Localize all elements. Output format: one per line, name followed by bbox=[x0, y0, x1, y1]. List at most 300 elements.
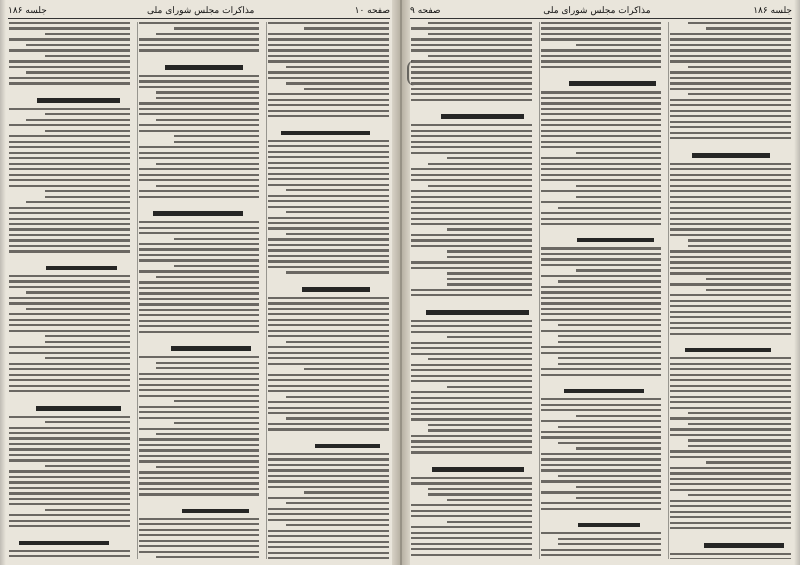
text-line bbox=[139, 438, 260, 440]
text-line bbox=[670, 505, 791, 507]
text-line bbox=[670, 55, 791, 57]
text-line bbox=[541, 201, 662, 203]
text-line bbox=[139, 22, 260, 24]
text-line bbox=[268, 255, 389, 257]
right-page-column-3 bbox=[410, 22, 533, 559]
text-line bbox=[9, 385, 130, 387]
text-line bbox=[411, 77, 532, 79]
text-line bbox=[139, 124, 260, 126]
text-line bbox=[139, 259, 260, 261]
text-line bbox=[447, 250, 532, 252]
text-line bbox=[45, 113, 130, 115]
text-line bbox=[541, 163, 662, 165]
text-line bbox=[9, 280, 130, 282]
text-line bbox=[558, 335, 661, 337]
text-line bbox=[411, 451, 532, 453]
text-line bbox=[670, 250, 791, 252]
text-line bbox=[139, 152, 260, 154]
text-line bbox=[670, 390, 791, 392]
text-line bbox=[688, 239, 791, 241]
text-line bbox=[411, 294, 532, 296]
text-line bbox=[670, 38, 791, 40]
text-line bbox=[541, 258, 662, 260]
text-line bbox=[411, 190, 532, 192]
text-line bbox=[411, 397, 532, 399]
text-line bbox=[139, 320, 260, 322]
text-line bbox=[268, 475, 389, 477]
text-line bbox=[139, 190, 260, 192]
text-line bbox=[670, 417, 791, 419]
text-line bbox=[411, 201, 532, 203]
text-line bbox=[670, 190, 791, 192]
text-line bbox=[9, 234, 130, 236]
text-line bbox=[447, 256, 532, 258]
text-line bbox=[541, 190, 662, 192]
text-line bbox=[268, 308, 389, 310]
text-line bbox=[26, 201, 129, 203]
text-line bbox=[428, 358, 531, 360]
paragraph-gap bbox=[138, 55, 261, 61]
text-line bbox=[174, 422, 259, 424]
text-line bbox=[268, 173, 389, 175]
text-line bbox=[139, 75, 260, 77]
text-line bbox=[9, 163, 130, 165]
text-line bbox=[541, 453, 662, 455]
text-line bbox=[268, 530, 389, 532]
text-line bbox=[541, 113, 662, 115]
text-line bbox=[286, 341, 389, 343]
text-line bbox=[706, 289, 791, 291]
text-line bbox=[268, 557, 389, 559]
text-line bbox=[139, 248, 260, 250]
text-line bbox=[670, 110, 791, 112]
text-line bbox=[541, 66, 662, 68]
text-line bbox=[9, 27, 130, 29]
text-line bbox=[670, 256, 791, 258]
text-line bbox=[670, 472, 791, 474]
text-line bbox=[411, 515, 532, 517]
text-line bbox=[670, 450, 791, 452]
right-page-header bbox=[410, 4, 792, 19]
text-line bbox=[9, 390, 130, 392]
text-line bbox=[670, 396, 791, 398]
text-line bbox=[174, 135, 259, 137]
text-line bbox=[428, 185, 531, 187]
text-line bbox=[670, 478, 791, 480]
text-line bbox=[541, 22, 662, 24]
text-line bbox=[688, 423, 791, 425]
text-line bbox=[670, 132, 791, 134]
text-line bbox=[576, 447, 661, 449]
text-line bbox=[670, 434, 791, 436]
text-line bbox=[670, 99, 791, 101]
text-line bbox=[26, 44, 129, 46]
paragraph-gap bbox=[267, 121, 390, 127]
text-line bbox=[541, 532, 662, 534]
text-line bbox=[139, 356, 260, 358]
text-line bbox=[411, 342, 532, 344]
text-line bbox=[411, 124, 532, 126]
text-line bbox=[411, 532, 532, 534]
section-heading bbox=[685, 348, 771, 352]
text-line bbox=[541, 179, 662, 181]
text-line bbox=[304, 27, 389, 29]
section-heading bbox=[315, 444, 380, 448]
text-line bbox=[268, 428, 389, 430]
text-line bbox=[9, 313, 130, 315]
text-line bbox=[541, 420, 662, 422]
text-line bbox=[139, 482, 260, 484]
text-line bbox=[268, 412, 389, 414]
paragraph-gap bbox=[138, 201, 261, 207]
right-page-title: مذاکرات مجلس شورای ملی bbox=[543, 6, 651, 16]
text-line bbox=[411, 380, 532, 382]
text-line bbox=[541, 508, 662, 510]
text-line bbox=[139, 488, 260, 490]
text-line bbox=[411, 413, 532, 415]
text-line bbox=[670, 49, 791, 51]
section-heading bbox=[704, 543, 784, 548]
text-line bbox=[139, 49, 260, 51]
text-line bbox=[411, 261, 532, 263]
text-line bbox=[139, 417, 260, 419]
text-line bbox=[268, 541, 389, 543]
text-line bbox=[9, 108, 130, 110]
text-line bbox=[541, 141, 662, 143]
text-line bbox=[670, 71, 791, 73]
text-line bbox=[541, 102, 662, 104]
text-line bbox=[9, 416, 130, 418]
text-line bbox=[541, 404, 662, 406]
text-line bbox=[139, 179, 260, 181]
text-line bbox=[670, 168, 791, 170]
text-line bbox=[9, 185, 130, 187]
text-line bbox=[541, 218, 662, 220]
paragraph-gap bbox=[540, 379, 663, 385]
paragraph-gap bbox=[8, 396, 131, 402]
text-line bbox=[26, 119, 129, 121]
text-line bbox=[576, 185, 661, 187]
text-line bbox=[268, 469, 389, 471]
text-line bbox=[670, 522, 791, 524]
text-line bbox=[268, 238, 389, 240]
text-line bbox=[268, 324, 389, 326]
text-line bbox=[688, 66, 791, 68]
section-heading bbox=[564, 389, 645, 393]
page-edge-shadow bbox=[794, 0, 800, 565]
text-line bbox=[428, 424, 531, 426]
text-line bbox=[576, 269, 661, 271]
text-line bbox=[688, 93, 791, 95]
text-line bbox=[156, 33, 259, 35]
text-line bbox=[411, 446, 532, 448]
left-page-session: جلسه ۱۸۶ bbox=[8, 6, 47, 16]
text-line bbox=[139, 303, 260, 305]
text-line bbox=[558, 363, 661, 365]
text-line bbox=[9, 38, 130, 40]
text-line bbox=[9, 168, 130, 170]
left-page-column-2 bbox=[137, 22, 261, 559]
right-page-column-1 bbox=[668, 22, 792, 559]
text-line bbox=[541, 253, 662, 255]
text-line bbox=[9, 437, 130, 439]
text-line bbox=[411, 369, 532, 371]
text-line bbox=[9, 363, 130, 365]
text-line bbox=[428, 493, 531, 495]
text-line bbox=[156, 276, 259, 278]
section-heading bbox=[153, 211, 244, 216]
text-line bbox=[670, 185, 791, 187]
text-line bbox=[541, 49, 662, 51]
text-line bbox=[411, 93, 532, 95]
text-line bbox=[541, 33, 662, 35]
text-line bbox=[268, 319, 389, 321]
text-line bbox=[558, 538, 661, 540]
text-line bbox=[447, 386, 532, 388]
text-line bbox=[268, 363, 389, 365]
text-line bbox=[670, 223, 791, 225]
text-line bbox=[268, 407, 389, 409]
text-line bbox=[139, 281, 260, 283]
text-line bbox=[268, 480, 389, 482]
text-line bbox=[268, 497, 389, 499]
text-line bbox=[268, 297, 389, 299]
text-line bbox=[304, 491, 389, 493]
text-line bbox=[558, 207, 661, 209]
left-page-number: صفحه ۱۰ bbox=[354, 6, 390, 16]
text-line bbox=[670, 316, 791, 318]
text-line bbox=[268, 260, 389, 262]
text-line bbox=[670, 212, 791, 214]
right-page bbox=[402, 0, 800, 565]
text-line bbox=[268, 33, 389, 35]
text-line bbox=[268, 140, 389, 142]
text-line bbox=[139, 298, 260, 300]
text-line bbox=[268, 249, 389, 251]
text-line bbox=[268, 357, 389, 359]
text-line bbox=[268, 266, 389, 268]
text-line bbox=[156, 556, 259, 558]
text-line bbox=[670, 283, 791, 285]
text-line bbox=[45, 465, 130, 467]
text-line bbox=[558, 543, 661, 545]
text-line bbox=[9, 239, 130, 241]
text-line bbox=[541, 352, 662, 354]
text-line bbox=[541, 291, 662, 293]
text-line bbox=[541, 409, 662, 411]
text-line bbox=[268, 346, 389, 348]
right-page-session: جلسه ۱۸۶ bbox=[753, 6, 792, 16]
text-line bbox=[411, 347, 532, 349]
text-line bbox=[9, 514, 130, 516]
text-line bbox=[139, 444, 260, 446]
text-line bbox=[139, 395, 260, 397]
text-line bbox=[268, 486, 389, 488]
text-line bbox=[558, 426, 661, 428]
text-line bbox=[411, 408, 532, 410]
text-line bbox=[670, 401, 791, 403]
text-line bbox=[576, 415, 661, 417]
text-line bbox=[268, 44, 389, 46]
text-line bbox=[9, 228, 130, 230]
text-line bbox=[9, 77, 130, 79]
text-line bbox=[268, 156, 389, 158]
text-line bbox=[411, 196, 532, 198]
text-line bbox=[9, 492, 130, 494]
text-line bbox=[9, 432, 130, 434]
text-line bbox=[558, 341, 661, 343]
text-line bbox=[268, 385, 389, 387]
text-line bbox=[411, 141, 532, 143]
text-line bbox=[139, 174, 260, 176]
paragraph-gap bbox=[540, 71, 663, 77]
text-line bbox=[139, 292, 260, 294]
section-heading bbox=[569, 81, 657, 86]
text-line bbox=[688, 439, 791, 441]
text-line bbox=[428, 429, 531, 431]
text-line bbox=[9, 459, 130, 461]
text-line bbox=[541, 458, 662, 460]
text-line bbox=[541, 330, 662, 332]
text-line bbox=[139, 455, 260, 457]
text-line bbox=[139, 518, 260, 520]
text-line bbox=[139, 227, 260, 229]
text-line bbox=[541, 27, 662, 29]
section-heading bbox=[432, 467, 524, 472]
text-line bbox=[139, 157, 260, 159]
text-line bbox=[670, 174, 791, 176]
text-line bbox=[670, 327, 791, 329]
text-line bbox=[139, 102, 260, 104]
text-line bbox=[9, 346, 130, 348]
text-line bbox=[670, 272, 791, 274]
text-line bbox=[268, 464, 389, 466]
text-line bbox=[670, 60, 791, 62]
text-line bbox=[670, 333, 791, 335]
text-line bbox=[670, 311, 791, 313]
section-heading bbox=[182, 509, 250, 513]
text-line bbox=[411, 418, 532, 420]
text-line bbox=[670, 363, 791, 365]
text-line bbox=[541, 212, 662, 214]
text-line bbox=[286, 417, 389, 419]
text-line bbox=[9, 223, 130, 225]
section-heading bbox=[36, 406, 121, 411]
text-line bbox=[411, 38, 532, 40]
text-line bbox=[139, 108, 260, 110]
text-line bbox=[9, 330, 130, 332]
text-line bbox=[9, 146, 130, 148]
text-line bbox=[139, 493, 260, 495]
text-line bbox=[670, 558, 791, 559]
text-line bbox=[268, 93, 389, 95]
text-line bbox=[139, 309, 260, 311]
text-line bbox=[174, 141, 259, 143]
text-line bbox=[706, 461, 791, 463]
text-line bbox=[411, 60, 532, 62]
text-line bbox=[411, 223, 532, 225]
text-line bbox=[45, 130, 130, 132]
text-line bbox=[286, 211, 389, 213]
text-line bbox=[45, 335, 130, 337]
text-line bbox=[411, 66, 532, 68]
text-line bbox=[411, 510, 532, 512]
text-line bbox=[304, 368, 389, 370]
text-line bbox=[286, 189, 389, 191]
text-line bbox=[9, 245, 130, 247]
text-line bbox=[541, 297, 662, 299]
text-line bbox=[268, 519, 389, 521]
text-line bbox=[541, 124, 662, 126]
text-line bbox=[9, 275, 130, 277]
text-line bbox=[26, 308, 129, 310]
paragraph-gap bbox=[8, 88, 131, 94]
text-line bbox=[9, 286, 130, 288]
text-line bbox=[139, 196, 260, 198]
text-line bbox=[411, 375, 532, 377]
text-line bbox=[447, 272, 532, 274]
text-line bbox=[268, 552, 389, 554]
text-line bbox=[541, 130, 662, 132]
text-line bbox=[268, 330, 389, 332]
paragraph-gap bbox=[669, 338, 792, 344]
text-line bbox=[411, 245, 532, 247]
text-line bbox=[411, 320, 532, 322]
text-line bbox=[541, 168, 662, 170]
text-line bbox=[9, 82, 130, 84]
text-line bbox=[268, 453, 389, 455]
text-line bbox=[268, 162, 389, 164]
text-line bbox=[670, 196, 791, 198]
text-line bbox=[9, 212, 130, 214]
text-line bbox=[670, 228, 791, 230]
handwritten-margin-mark bbox=[407, 60, 419, 86]
text-line bbox=[9, 481, 130, 483]
text-line bbox=[139, 86, 260, 88]
section-heading bbox=[441, 114, 524, 119]
text-line bbox=[411, 325, 532, 327]
text-line bbox=[9, 124, 130, 126]
text-line bbox=[541, 480, 662, 482]
text-line bbox=[670, 385, 791, 387]
text-line bbox=[9, 141, 130, 143]
text-line bbox=[541, 223, 662, 225]
text-line bbox=[447, 336, 532, 338]
text-line bbox=[139, 44, 260, 46]
text-line bbox=[670, 44, 791, 46]
text-line bbox=[670, 527, 791, 529]
text-line bbox=[268, 313, 389, 315]
text-line bbox=[268, 38, 389, 40]
text-line bbox=[541, 97, 662, 99]
text-line bbox=[139, 523, 260, 525]
paragraph-gap bbox=[669, 533, 792, 539]
text-line bbox=[670, 163, 791, 165]
paragraph-gap bbox=[410, 104, 533, 110]
text-line bbox=[9, 454, 130, 456]
text-line bbox=[541, 135, 662, 137]
text-line bbox=[268, 206, 389, 208]
text-line bbox=[411, 364, 532, 366]
text-line bbox=[139, 130, 260, 132]
text-line bbox=[9, 427, 130, 429]
text-line bbox=[670, 379, 791, 381]
text-line bbox=[670, 467, 791, 469]
text-line bbox=[9, 297, 130, 299]
text-line bbox=[268, 60, 389, 62]
text-line bbox=[9, 135, 130, 137]
text-line bbox=[411, 331, 532, 333]
